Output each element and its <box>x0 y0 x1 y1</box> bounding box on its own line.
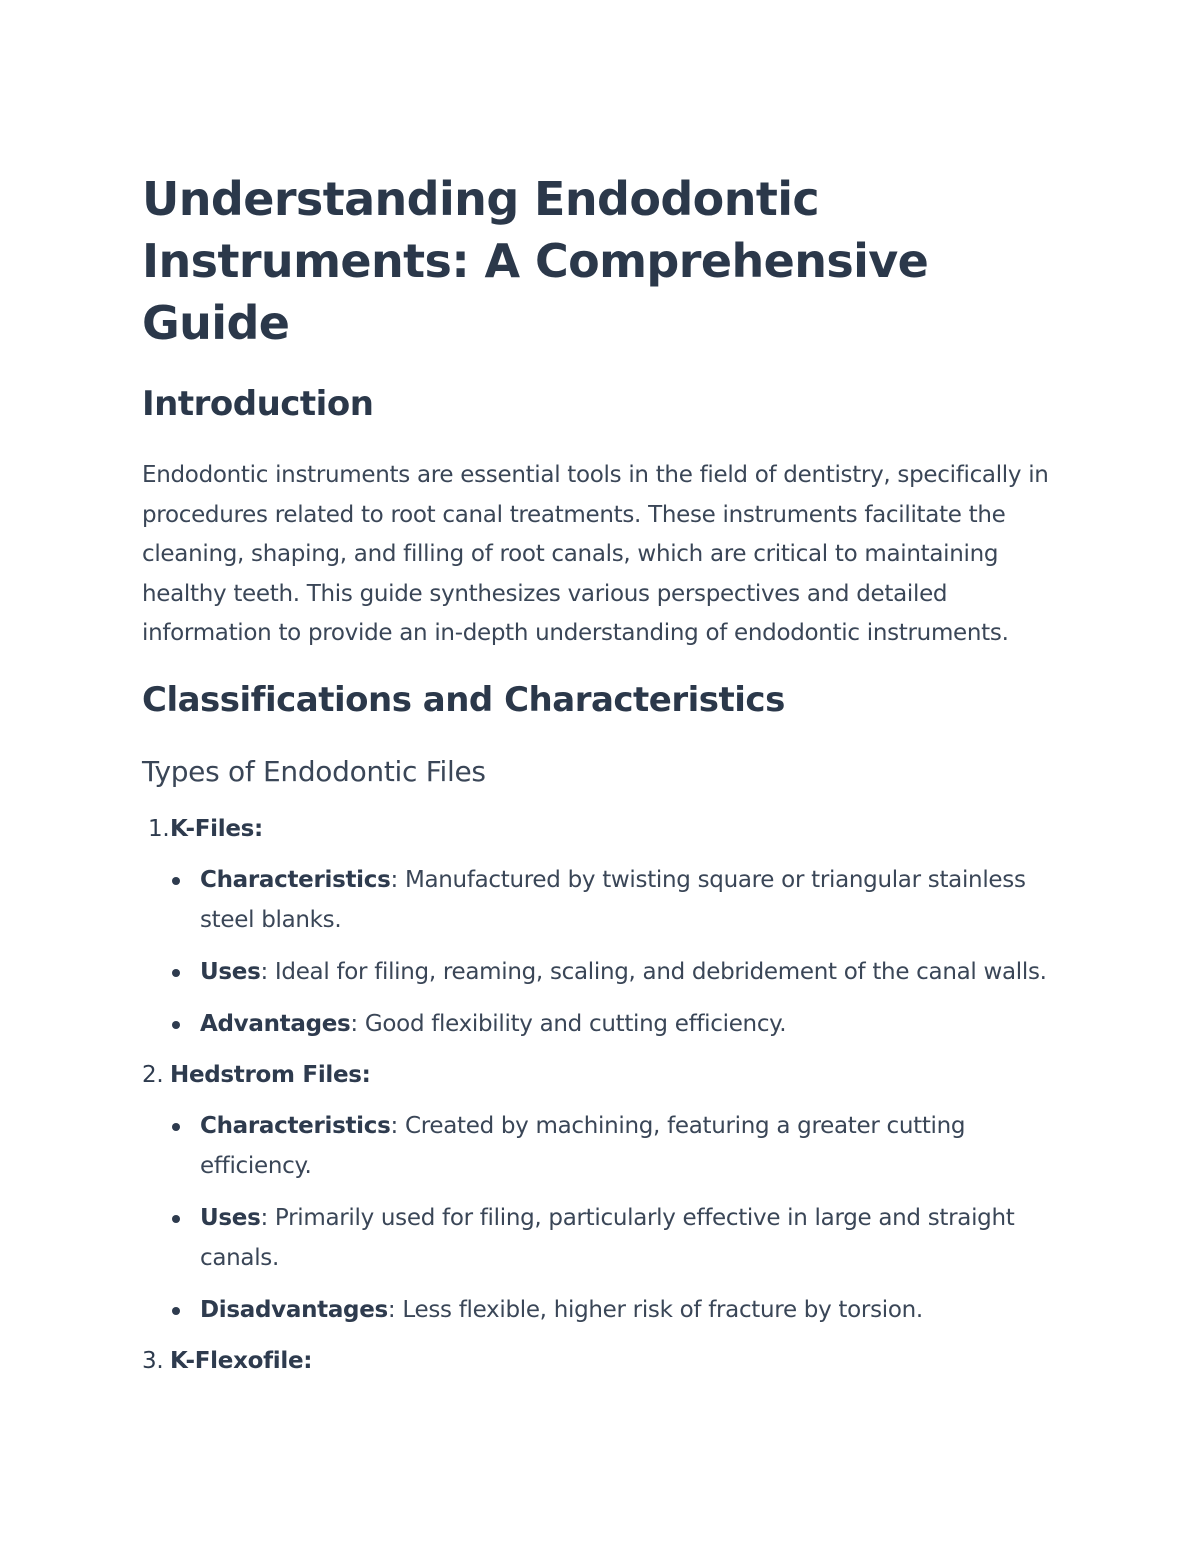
property-list <box>142 1106 1062 1330</box>
bullet-icon <box>172 877 180 885</box>
property-text: : Manufactured by twisting square or triangular stainless steel blanks. <box>200 866 1026 933</box>
bullet-icon <box>172 969 180 977</box>
property-item <box>142 1198 1062 1278</box>
property-text: : Less flexible, higher risk of fracture by torsion. <box>387 1296 923 1323</box>
property-text: : Created by machining, featuring a greater cutting efficiency. <box>200 1112 966 1179</box>
bullet-icon <box>172 1021 180 1029</box>
bullet-icon <box>172 1307 180 1315</box>
property-label: Uses <box>200 1204 261 1231</box>
property-item <box>142 1004 1062 1044</box>
file-type-item <box>142 1344 1062 1378</box>
property-item <box>142 860 1062 940</box>
introduction-heading: Introduction <box>142 384 374 424</box>
property-list <box>142 860 1062 1044</box>
property-text: : Primarily used for filing, particularly effective in large and straight canals. <box>200 1204 1015 1271</box>
list-number: 2. <box>142 1061 164 1088</box>
file-type-title <box>142 1058 1062 1092</box>
file-type-name: K-Files: <box>170 815 263 842</box>
property-text: : Ideal for filing, reaming, scaling, and debridement of the canal walls. <box>260 958 1047 985</box>
file-types-list <box>142 812 1062 1378</box>
page-title: Understanding Endodontic Instruments: A Comprehensive Guide <box>142 172 929 350</box>
bullet-icon <box>172 1215 180 1223</box>
file-type-item <box>142 1058 1062 1330</box>
property-item <box>142 952 1062 992</box>
classifications-heading: Classifications and Characteristics <box>142 679 785 720</box>
document-page <box>142 168 1062 1378</box>
file-type-item <box>142 812 1062 1044</box>
file-type-name: K-Flexofile: <box>170 1347 313 1374</box>
bullet-icon <box>172 1123 180 1131</box>
file-types-subheading: Types of Endodontic Files <box>142 754 486 788</box>
property-item <box>142 1290 1062 1330</box>
property-label: Advantages <box>200 1010 351 1037</box>
property-label: Disadvantages <box>200 1296 388 1323</box>
file-type-name: Hedstrom Files: <box>170 1061 371 1088</box>
list-number: 1. <box>148 815 170 842</box>
introduction-paragraph: Endodontic instruments are essential tools in the field of dentistry, specifically in procedures related to root canal treatments. These instruments facilitate the cleaning, shaping, and filling of root canals, which are critical to maintaining healthy teeth. This guide synthesizes various perspectives and detailed information to provide an in-depth understanding of endodontic instruments. <box>142 462 1049 647</box>
property-label: Characteristics <box>200 866 391 893</box>
file-type-title <box>142 1344 1062 1378</box>
property-text: : Good flexibility and cutting efficiency. <box>350 1010 787 1037</box>
list-number: 3. <box>142 1347 164 1374</box>
property-item <box>142 1106 1062 1186</box>
file-type-title <box>142 812 1062 846</box>
property-label: Characteristics <box>200 1112 391 1139</box>
property-label: Uses <box>200 958 261 985</box>
